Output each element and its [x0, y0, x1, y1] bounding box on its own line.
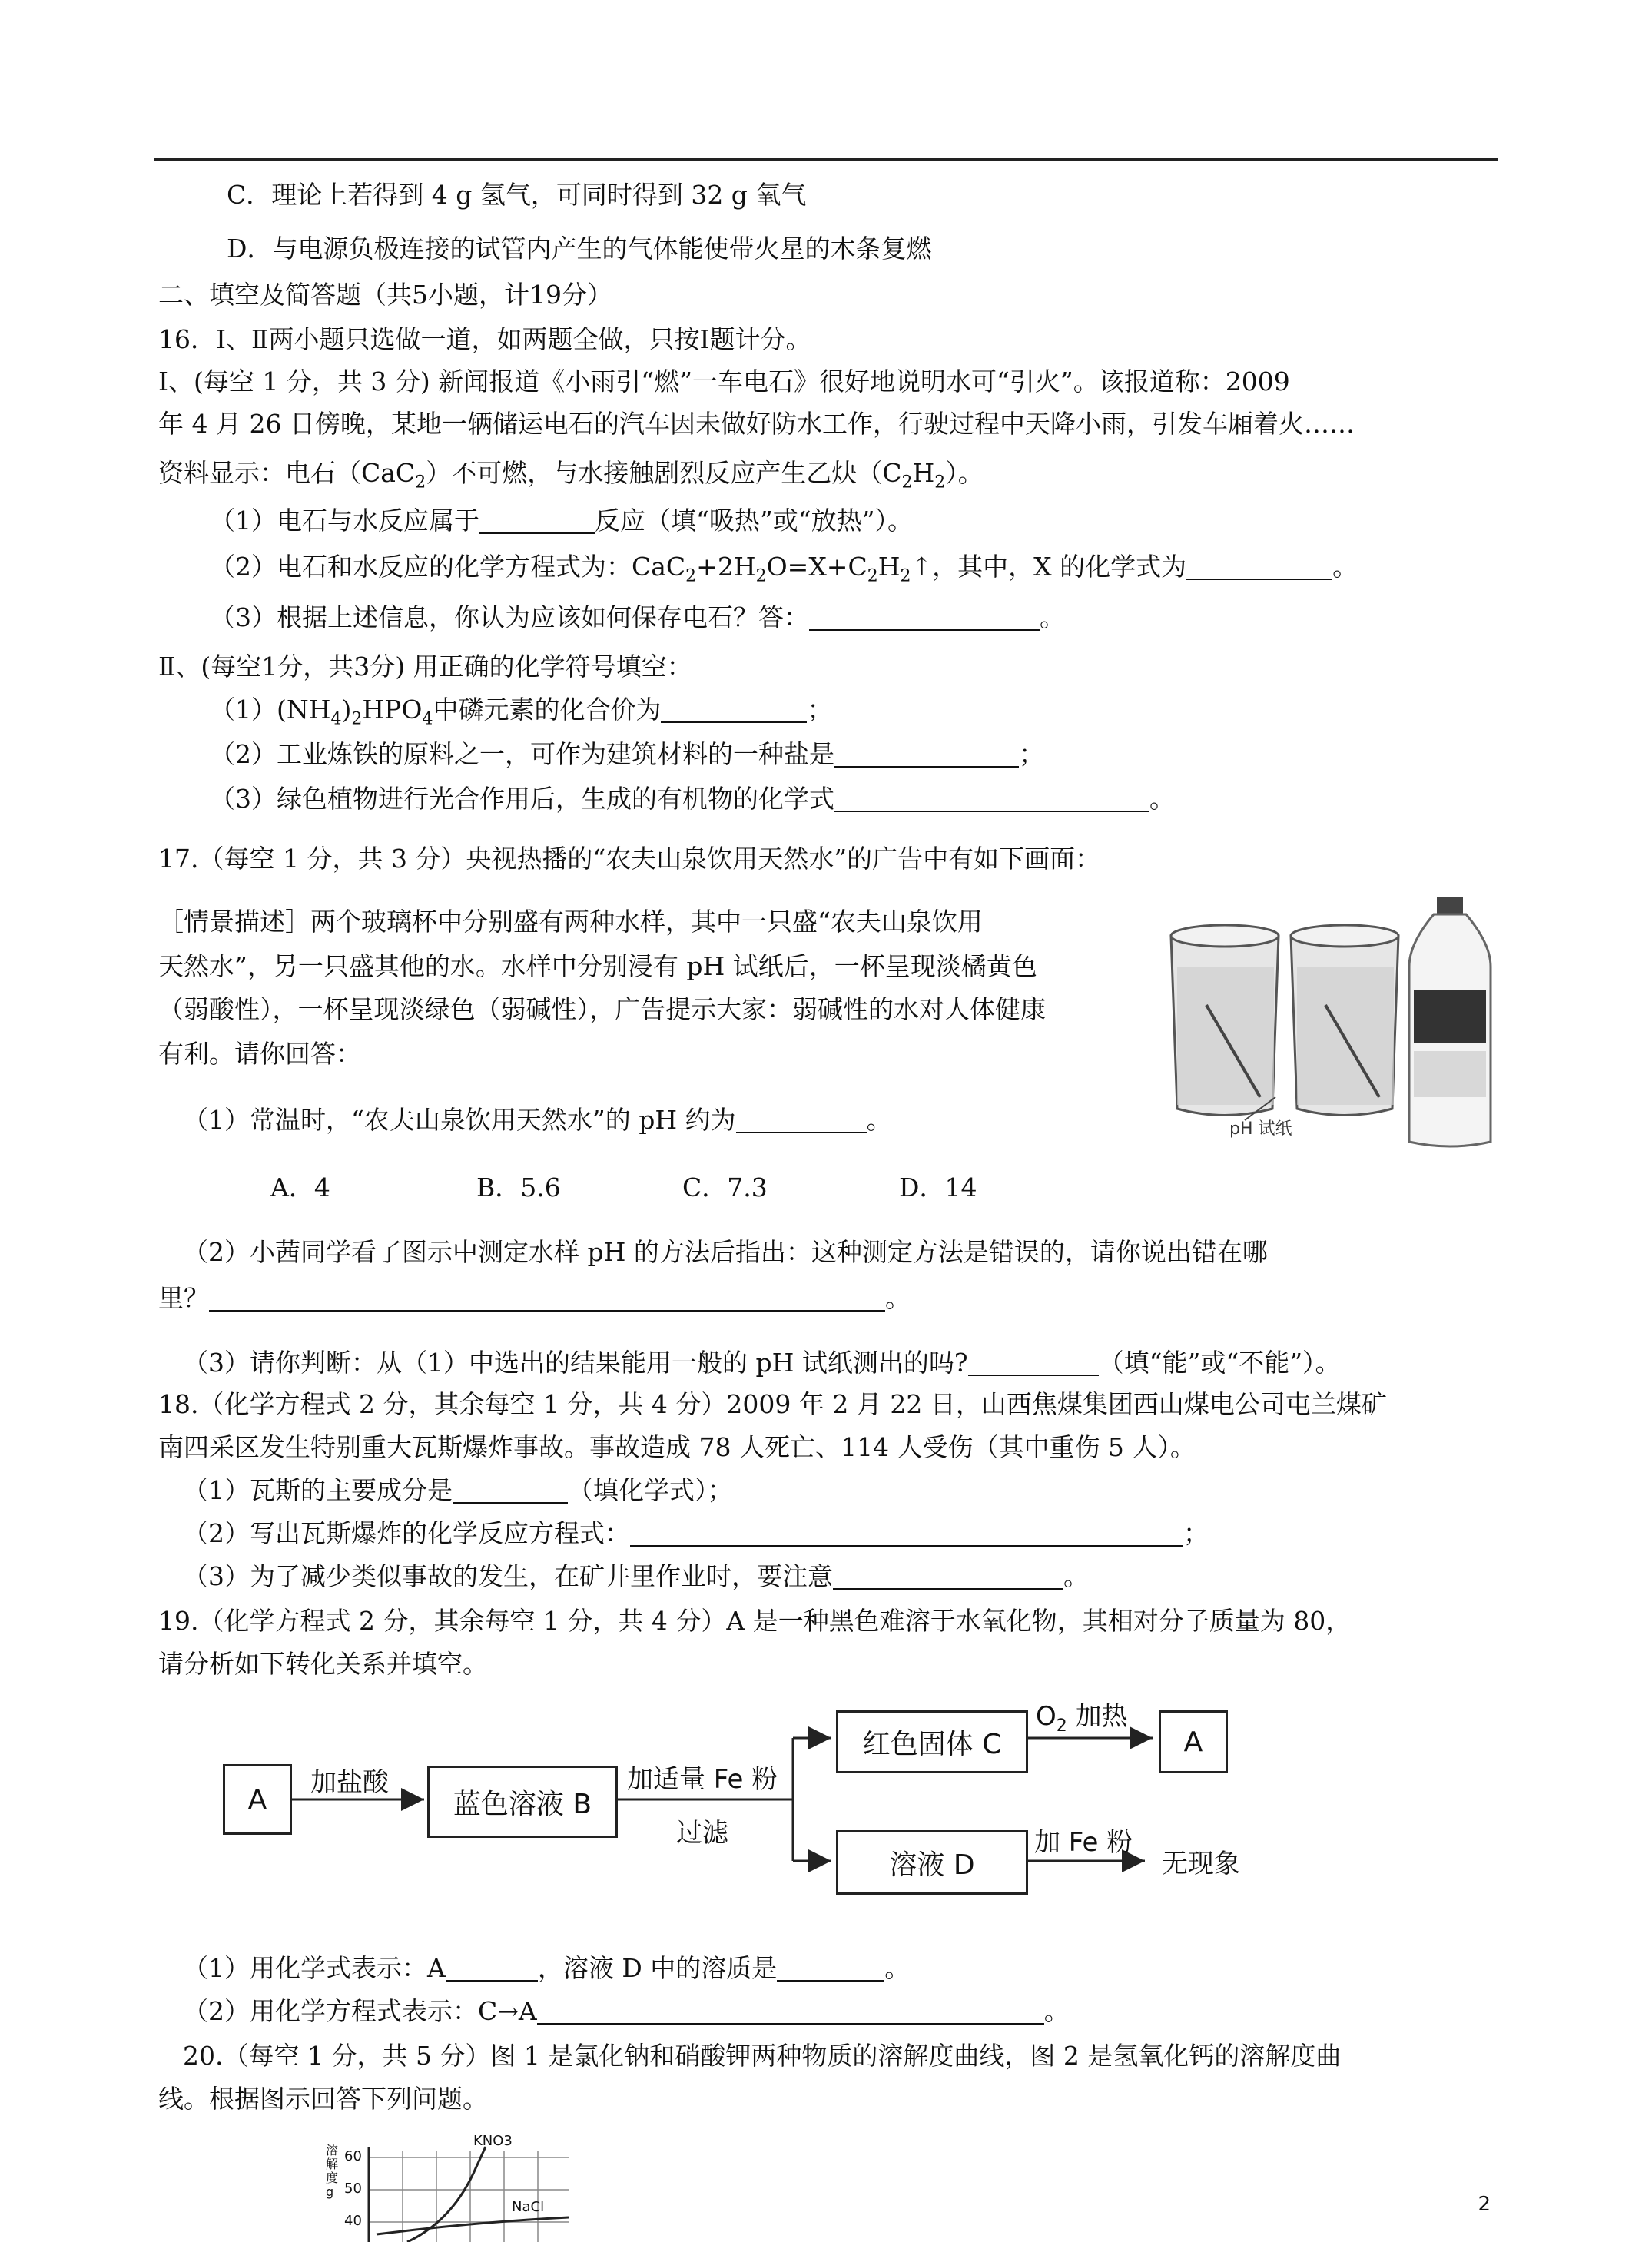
q16-2-q3: （3）绿色植物进行光合作用后，生成的有机物的化学式 。: [210, 784, 1175, 814]
page-number: 2: [1478, 2193, 1491, 2216]
q19-q2: （2）用化学方程式表示：C→A 。: [183, 1996, 1070, 2026]
q17-intro: 17.（每空 1 分，共 3 分）央视热播的“农夫山泉饮用天然水”的广告中有如下画面：: [158, 844, 1101, 874]
q19-intro-b: 请分析如下转化关系并填空。: [158, 1649, 488, 1679]
q17-q1: （1）常温时，“农夫山泉饮用天然水”的 pH 约为 。: [183, 1105, 892, 1135]
label-add-hcl: 加盐酸: [310, 1767, 389, 1798]
q17-q3: （3）请你判断：从（1）中选出的结果能用一般的 pH 试纸测出的吗? （填“能”或“不能”）。: [183, 1348, 1341, 1378]
q17-scene-2: 天然水”，另一只盛其他的水。水样中分别浸有 pH 试纸后，一杯呈现淡橘黄色: [158, 951, 1037, 981]
label-no-phenomenon: 无现象: [1162, 1849, 1240, 1879]
label-o2-heat: $O_2$ 加热: [1036, 1701, 1128, 1736]
box-blue-solution-b: 蓝色溶液 B: [427, 1766, 618, 1838]
q16-intro: 16．Ⅰ、Ⅱ两小题只选做一道，如两题全做，只按Ⅰ题计分。: [158, 324, 811, 354]
box-red-solid-c: 红色固体 C: [836, 1710, 1028, 1773]
q18-q3: （3）为了减少类似事故的发生，在矿井里作业时，要注意 。: [183, 1561, 1089, 1591]
photo-caption: pH 试纸: [1229, 1119, 1292, 1139]
q18-intro-a: 18.（化学方程式 2 分，其余每空 1 分，共 4 分）2009 年 2 月 22 日，山西焦煤集团西山煤电公司屯兰煤矿: [158, 1389, 1387, 1419]
q20-intro-a: 20.（每空 1 分，共 5 分）图 1 是氯化钠和硝酸钾两种物质的溶解度曲线，图 2 是氢氧化钙的溶解度曲: [183, 2041, 1342, 2071]
answer-blank[interactable]: [446, 1954, 538, 1982]
q18-q2: （2）写出瓦斯爆炸的化学反应方程式： ；: [183, 1518, 1209, 1548]
q19-q1: （1）用化学式表示：A ，溶液 D 中的溶质是 。: [183, 1953, 911, 1983]
q20-intro-b: 线。根据图示回答下列问题。: [158, 2084, 488, 2114]
chart-tick-60: 60: [344, 2148, 362, 2164]
q16-1-text-a: Ⅰ、(每空 1 分，共 3 分) 新闻报道《小雨引“燃”一车电石》很好地说明水可“引火”。该报道称：2009: [158, 366, 1290, 396]
q17-option-b: B．5.6: [476, 1172, 561, 1202]
q17-q2-a: （2）小茜同学看了图示中测定水样 pH 的方法后指出：这种测定方法是错误的，请你说出错在哪: [183, 1237, 1268, 1267]
q17-q2-b: 里？ 。: [158, 1283, 911, 1313]
curve-label-nacl: NaCl: [512, 2199, 545, 2215]
box-a-start: A: [223, 1764, 292, 1835]
label-add-fe-powder: 加 Fe 粉: [1034, 1827, 1133, 1858]
label-add-fe: 加适量 Fe 粉: [627, 1764, 778, 1795]
q17-scene-3: （弱酸性），一杯呈现淡绿色（弱碱性），广告提示大家：弱碱性的水对人体健康: [158, 994, 1046, 1024]
box-a-end: A: [1159, 1710, 1228, 1773]
q18-intro-b: 南四采区发生特别重大瓦斯爆炸事故。事故造成 78 人死亡、114 人受伤（其中重伤 5 人）。: [158, 1432, 1196, 1462]
q16-2-q1: $(1)(NH_4)_2HPO_4$中磷元素的化合价为 ；: [210, 695, 833, 729]
chart-tick-50: 50: [344, 2181, 362, 2197]
q16-1-q2: （2）电石和水反应的化学方程式为：$CaC_2+2H_2O=X+C_2H_2↑$，其中，X 的化学式为 。: [210, 552, 1358, 586]
q16-2-q2: （2）工业炼铁的原料之一，可作为建筑材料的一种盐是 ；: [210, 739, 1044, 769]
q17-option-a: A．4: [270, 1172, 330, 1202]
answer-blank[interactable]: [537, 1997, 1044, 2025]
section-2-title: 二、填空及简答题（共5小题，计19分）: [158, 280, 612, 310]
q18-q1: （1）瓦斯的主要成分是 （填化学式）；: [183, 1475, 733, 1505]
answer-blank[interactable]: [777, 1954, 884, 1982]
chart-tick-40: 40: [344, 2213, 362, 2229]
option-d: D．与电源负极连接的试管内产生的气体能使带火星的木条复燃: [227, 234, 932, 264]
q16-1-q1: （1）电石与水反应属于 反应（填“吸热”或“放热”）。: [210, 506, 913, 536]
q17-scene-1: ［情景描述］两个玻璃杯中分别盛有两种水样，其中一只盛“农夫山泉饮用: [158, 907, 983, 937]
q17-scene-4: 有利。请你回答：: [158, 1039, 361, 1069]
q16-1-q3: （3）根据上述信息，你认为应该如何保存电石？答： 。: [210, 602, 1065, 632]
box-solution-d: 溶液 D: [836, 1830, 1028, 1895]
q19-intro-a: 19.（化学方程式 2 分，其余每空 1 分，共 4 分）A 是一种黑色难溶于水氧化物，其相对分子质量为 80，: [158, 1606, 1352, 1636]
option-c: C．理论上若得到 4 g 氢气，可同时得到 32 g 氧气: [227, 180, 807, 210]
q16-2-intro: Ⅱ、(每空1分，共3分) 用正确的化学符号填空：: [158, 652, 692, 682]
q16-1-text-b: 年 4 月 26 日傍晚，某地一辆储运电石的汽车因未做好防水工作，行驶过程中天降小雨，引发车厢着火……: [158, 409, 1355, 439]
q16-1-text-c: 资料显示：电石（CaC$_2$）不可燃，与水接触剧烈反应产生乙炔$(C_2H_2)$。: [158, 458, 984, 493]
curve-label-kno3: KNO3: [473, 2133, 513, 2149]
q17-option-d: D．14: [899, 1172, 977, 1202]
chart-ylabel: 溶解度 g: [326, 2143, 339, 2199]
label-filter: 过滤: [676, 1818, 728, 1849]
q17-option-c: C．7.3: [682, 1172, 768, 1202]
